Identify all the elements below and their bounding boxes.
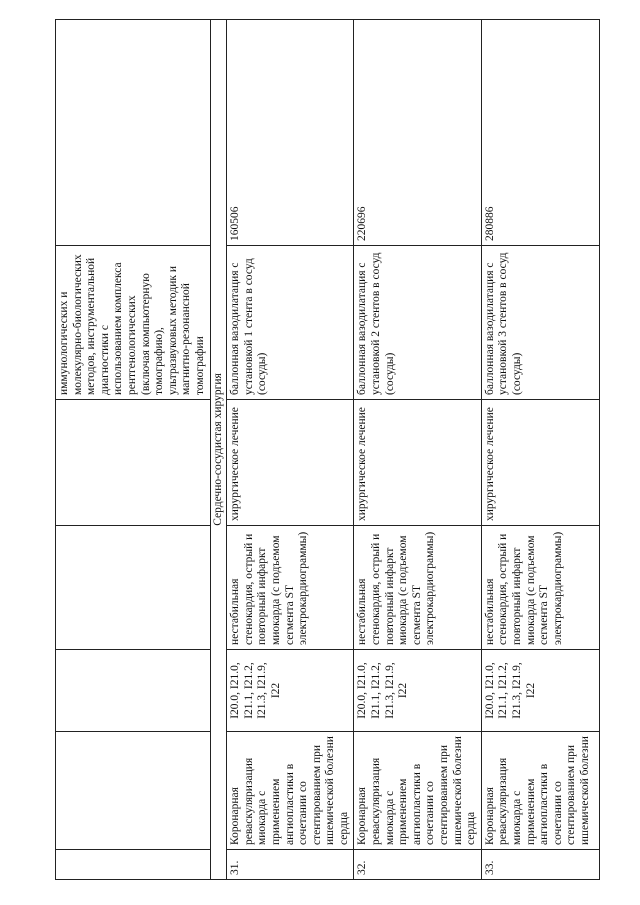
cell-codes	[56, 650, 211, 732]
cell-model: нестабильная стенокардия, острый и повторный инфаркт миокарда (с подъемом сегмента ST электрокардиограммы)	[354, 526, 481, 650]
section-row	[210, 20, 227, 880]
cell-price: 280886	[481, 20, 599, 246]
cell-name: Коронарная реваскуляризация миокарда с применением ангиопластики в сочетании со стентированием при ишемической болезни сердца	[354, 732, 481, 850]
cell-num	[56, 850, 211, 880]
cell-treatment	[56, 400, 211, 526]
cell-method: баллонная вазодилатация с установкой 1 стента в сосуд (сосуды)	[227, 246, 354, 400]
cell-model	[56, 526, 211, 650]
table-row	[227, 20, 354, 880]
cell-codes: I20.0, I21.0, I21.1, I21.2, I21.3, I21.9, I22	[481, 650, 599, 732]
table-row	[481, 20, 599, 880]
cell-method: баллонная вазодилатация с установкой 3 стентов в сосуд (сосуды)	[481, 246, 599, 400]
cell-price: 220696	[354, 20, 481, 246]
cell-name: Коронарная реваскуляризация миокарда с применением ангиопластики в сочетании со стентированием при ишемической болезни сердца	[227, 732, 354, 850]
cell-model: нестабильная стенокардия, острый и повторный инфаркт миокарда (с подъемом сегмента ST электрокардиограммы)	[227, 526, 354, 650]
cell-method: иммунологических и молекулярно-биологических методов, инструментальной диагностики с использованием комплекса рентгенологических (включая компьютерную томографию), ультразвуковых методик и магнитно-резонансной томографии	[56, 246, 211, 400]
cell-treatment: хирургическое лечение	[481, 400, 599, 526]
cell-model: нестабильная стенокардия, острый и повторный инфаркт миокарда (с подъемом сегмента ST электрокардиограммы)	[481, 526, 599, 650]
cell-treatment: хирургическое лечение	[354, 400, 481, 526]
cell-name: Коронарная реваскуляризация миокарда с применением ангиопластики в сочетании со стентированием при ишемической болезни	[481, 732, 599, 850]
cell-method: баллонная вазодилатация с установкой 2 стентов в сосуд (сосуды)	[354, 246, 481, 400]
cell-num: 31.	[227, 850, 354, 880]
cell-codes: I20.0, I21.0, I21.1, I21.2, I21.3, I21.9, I22	[227, 650, 354, 732]
table-row	[354, 20, 481, 880]
cell-price	[56, 20, 211, 246]
cell-codes: I20.0, I21.0, I21.1, I21.2, I21.3, I21.9, I22	[354, 650, 481, 732]
cell-num: 33.	[481, 850, 599, 880]
table-row-continuation	[56, 20, 211, 880]
cell-name	[56, 732, 211, 850]
rotated-table-container	[55, 20, 615, 880]
cell-price: 160506	[227, 20, 354, 246]
section-title: Сердечно-сосудистая хирургия	[210, 20, 227, 880]
cell-treatment: хирургическое лечение	[227, 400, 354, 526]
medical-care-table	[55, 19, 600, 880]
cell-num: 32.	[354, 850, 481, 880]
